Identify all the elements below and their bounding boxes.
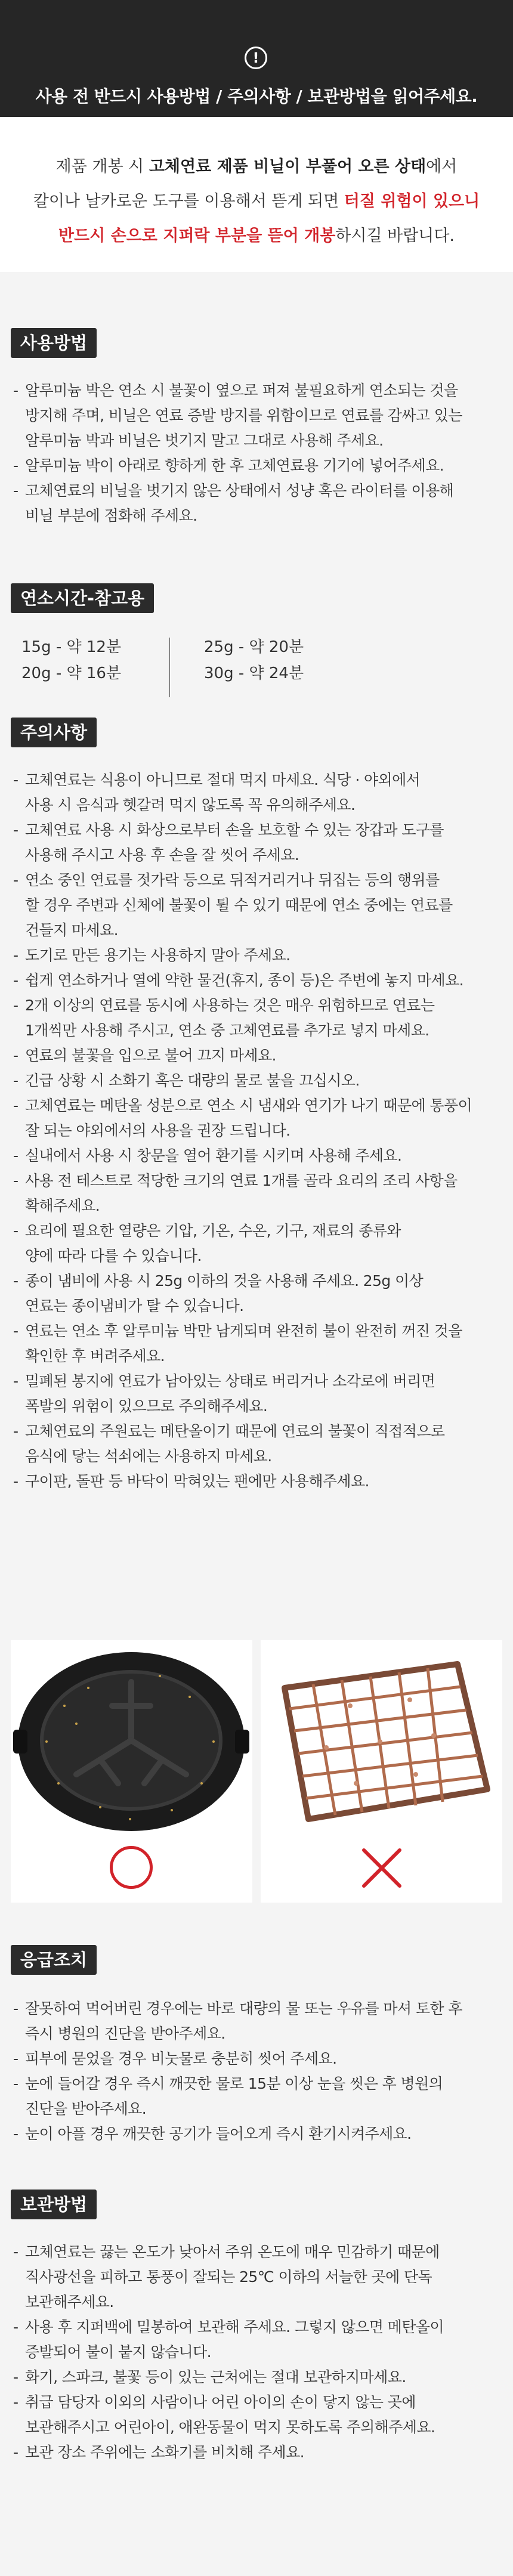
list-item: - 눈에 들어갈 경우 즉시 깨끗한 물로 15분 이상 눈을 씻은 후 병원의 [11, 2071, 502, 2096]
list-item: 진단을 받아주세요. [25, 2100, 147, 2117]
list-item: - 연료는 연소 후 알루미늄 박만 남게되며 완전히 불이 완전히 꺼진 것을 [11, 1319, 502, 1344]
list-item: 연료는 종이냄비가 탈 수 있습니다. [25, 1297, 244, 1315]
list-item: - 알루미늄 박은 연소 시 불꽃이 옆으로 퍼져 불필요하게 연소되는 것을 [11, 378, 502, 403]
list-item: 보관해주시고 어린아이, 애완동물이 먹지 못하도록 주의해주세요. [25, 2419, 435, 2436]
notice-banner [0, 0, 513, 117]
intro-red-text: 터질 위험이 있으니 [344, 192, 480, 211]
list-item: - 고체연료는 식용이 아니므로 절대 먹지 마세요. 식당 · 야외에서 [11, 768, 502, 793]
divider [169, 638, 170, 697]
burn-time-entry: 20g - 약 16분 [21, 664, 122, 682]
intro-red-text: 반드시 손으로 지퍼락 부분을 뜯어 개봉 [58, 227, 336, 245]
list-item: - 화기, 스파크, 불꽃 등이 있는 근처에는 절대 보관하지마세요. [11, 2365, 502, 2390]
burn-time-col-2 [204, 634, 304, 686]
burn-time-entry: 30g - 약 24분 [204, 664, 304, 682]
list-item: 보관해주세요. [25, 2293, 114, 2311]
list-item: 알루미늄 박과 비닐은 벗기지 말고 그대로 사용해 주세요. [25, 432, 384, 449]
list-item: - 고체연료의 주원료는 메탄올이기 때문에 연료의 불꽃이 직접적으로 [11, 1419, 502, 1444]
list-item: - 잘못하여 먹어버린 경우에는 바로 대량의 물 또는 우유를 마셔 토한 후 [11, 1996, 502, 2021]
intro-text: 하시길 바랍니다. [335, 227, 455, 245]
list-item: - 사용 전 테스트로 적당한 크기의 연료 1개를 골라 요리의 조리 사항을 [11, 1168, 502, 1193]
list-item: - 연료의 불꽃을 입으로 불어 끄지 마세요. [11, 1043, 502, 1068]
list-item: 사용 시 음식과 헷갈려 먹지 않도록 꼭 유의해주세요. [25, 796, 356, 814]
list-item: - 구이판, 돌판 등 바닥이 막혀있는 팬에만 사용해주세요. [11, 1469, 502, 1494]
caution-list [11, 768, 502, 1494]
list-item: 직사광선을 피하고 통풍이 잘되는 25℃ 이하의 서늘한 곳에 단독 [25, 2268, 432, 2286]
list-item: - 피부에 묻었을 경우 비눗물로 충분히 씻어 주세요. [11, 2046, 502, 2071]
intro-line-2 [0, 184, 513, 219]
grill-mesh-panel [261, 1640, 502, 1903]
list-item: - 고체연료는 끓는 온도가 낮아서 주위 온도에 매우 민감하기 때문에 [11, 2240, 502, 2265]
list-item: 비닐 부분에 점화해 주세요. [25, 507, 197, 524]
list-item: 건들지 마세요. [25, 921, 118, 939]
list-item: 사용해 주시고 사용 후 손을 잘 씻어 주세요. [25, 846, 299, 864]
list-item: - 도기로 만든 용기는 사용하지 말아 주세요. [11, 943, 502, 968]
intro-line-1 [0, 150, 513, 184]
section-heading-usage: 사용방법 [11, 328, 97, 358]
grill-pan-image [11, 1640, 252, 1837]
exclamation-icon: ! [245, 47, 267, 69]
grill-pan-panel [11, 1640, 252, 1903]
burn-time-entry: 15g - 약 12분 [21, 638, 122, 656]
list-item: 양에 따라 다를 수 있습니다. [25, 1247, 202, 1264]
grill-mesh-image [261, 1640, 502, 1837]
section-heading-storage: 보관방법 [11, 2190, 97, 2219]
list-item: - 쉽게 연소하거나 열에 약한 물건(휴지, 종이 등)은 주변에 놓지 마세요. [11, 968, 502, 993]
burn-time-table [21, 634, 344, 700]
list-item: 증발되어 불이 붙지 않습니다. [25, 2343, 211, 2361]
section-heading-burn-time: 연소시간-참고용 [11, 583, 154, 613]
list-item: 방지해 주며, 비닐은 연료 증발 방지를 위함이므로 연료를 감싸고 있는 [25, 407, 462, 424]
list-item: - 고체연료의 비닐을 벗기지 않은 상태에서 성냥 혹은 라이터를 이용해 [11, 478, 502, 503]
intro-text: 칼이나 날카로운 도구를 이용해서 뜯게 되면 [33, 192, 344, 211]
list-item: 폭발의 위험이 있으므로 주의해주세요. [25, 1397, 268, 1415]
storage-list [11, 2240, 502, 2465]
list-item: - 보관 장소 주위에는 소화기를 비치해 주세요. [11, 2440, 502, 2465]
list-item: 할 경우 주변과 신체에 불꽃이 튈 수 있기 때문에 연소 중에는 연료를 [25, 896, 453, 914]
list-item: - 2개 이상의 연료를 동시에 사용하는 것은 매우 위험하므로 연료는 [11, 993, 502, 1018]
list-item: - 눈이 아플 경우 깨끗한 공기가 들어오게 즉시 환기시켜주세요. [11, 2122, 502, 2147]
burn-time-entry: 25g - 약 20분 [204, 638, 304, 656]
list-item: - 취급 담당자 이외의 사람이나 어린 아이의 손이 닿지 않는 곳에 [11, 2390, 502, 2415]
intro-text: 제품 개봉 시 [55, 157, 149, 176]
banner-title: 사용 전 반드시 사용방법 / 주의사항 / 보관방법을 읽어주세요. [35, 86, 478, 106]
burn-time-col-1 [21, 634, 121, 686]
list-item: 음식에 닿는 석쇠에는 사용하지 마세요. [25, 1448, 272, 1465]
list-item: - 연소 중인 연료를 젓가락 등으로 뒤적거리거나 뒤집는 등의 행위를 [11, 868, 502, 893]
list-item: - 알루미늄 박이 아래로 향하게 한 후 고체연료용 기기에 넣어주세요. [11, 453, 502, 478]
list-item: - 종이 냄비에 사용 시 25g 이하의 것을 사용해 주세요. 25g 이상 [11, 1269, 502, 1294]
intro-text: 에서 [426, 157, 458, 176]
section-heading-emergency: 응급조치 [11, 1945, 97, 1975]
intro-bold: 고체연료 제품 비닐이 부풀어 오른 상태 [149, 157, 427, 176]
list-item: 즉시 병원의 진단을 받아주세요. [25, 2025, 225, 2042]
list-item: 확인한 후 버려주세요. [25, 1347, 165, 1365]
opening-warning [0, 117, 513, 272]
list-item: - 고체연료 사용 시 화상으로부터 손을 보호할 수 있는 장갑과 도구를 [11, 818, 502, 843]
list-item: - 실내에서 사용 시 창문을 열어 환기를 시키며 사용해 주세요. [11, 1143, 502, 1168]
circle-ok-icon [110, 1846, 153, 1889]
list-item: 확해주세요. [25, 1197, 100, 1214]
list-item: - 요리에 필요한 열량은 기압, 기온, 수온, 기구, 재료의 종류와 [11, 1219, 502, 1244]
list-item: 잘 되는 야외에서의 사용을 권장 드립니다. [25, 1122, 291, 1139]
list-item: - 고체연료는 메탄올 성분으로 연소 시 냄새와 연기가 나기 때문에 통풍이 [11, 1093, 502, 1118]
cross-no-icon [358, 1844, 406, 1892]
list-item: 1개씩만 사용해 주시고, 연소 중 고체연료를 추가로 넣지 마세요. [25, 1022, 429, 1039]
section-heading-caution: 주의사항 [11, 718, 97, 747]
list-item: - 사용 후 지퍼백에 밀봉하여 보관해 주세요. 그렇지 않으면 메탄올이 [11, 2315, 502, 2340]
emergency-list [11, 1996, 502, 2147]
list-item: - 긴급 상황 시 소화기 혹은 대량의 물로 불을 끄십시오. [11, 1068, 502, 1093]
list-item: - 밀폐된 봉지에 연료가 남아있는 상태로 버리거나 소각로에 버리면 [11, 1369, 502, 1394]
intro-line-3 [0, 219, 513, 253]
usage-list [11, 378, 502, 528]
